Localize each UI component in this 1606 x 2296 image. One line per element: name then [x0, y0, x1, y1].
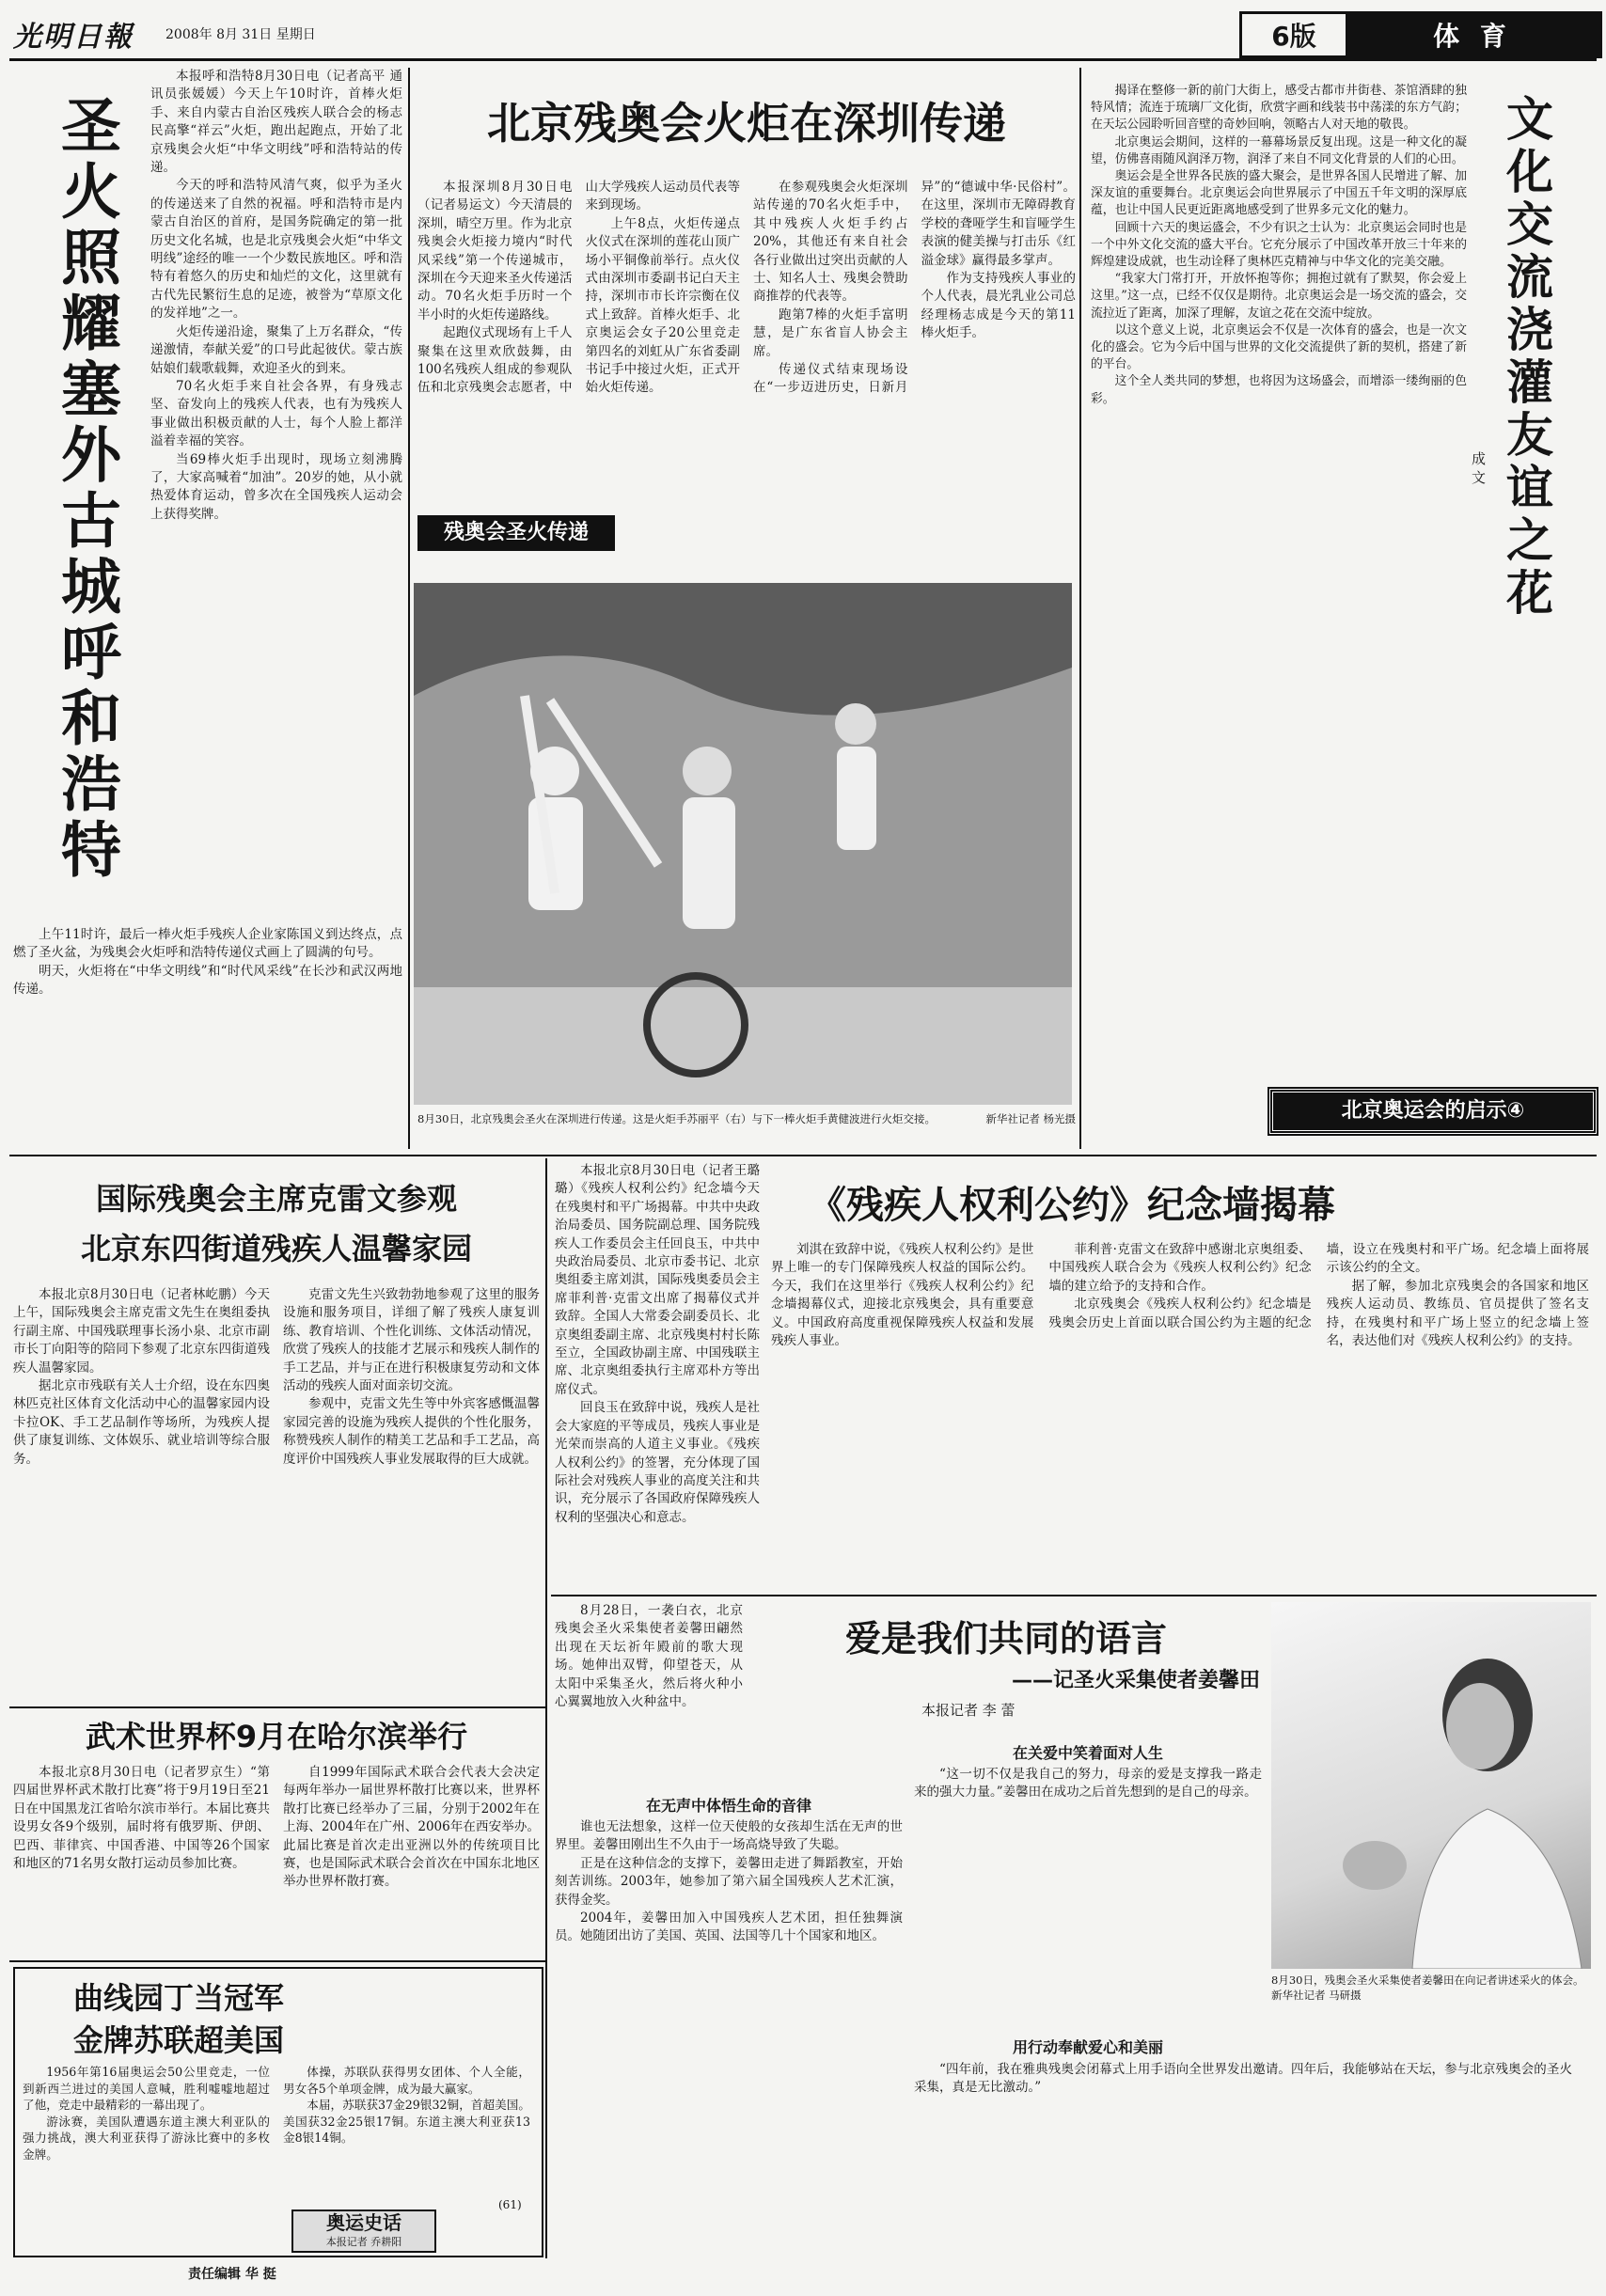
article8-body	[23, 2064, 530, 2195]
article1-body	[150, 68, 402, 914]
article1-body-wide	[13, 926, 402, 1114]
article7-para: 谁也无法想象，这样一位天使般的女孩却生活在无声的世界里。姜馨田刚出生不久由于一场高烧导致了失聪。	[555, 1819, 903, 1853]
article3-para: 北京奥运会期间，这样的一幕幕场景反复出现。这是一种文化的凝望，仿佛喜雨随风润泽万物，润泽了来自不同文化背景的人们的心田。	[1091, 134, 1467, 166]
photo1-caption	[417, 1111, 1076, 1126]
footer-editor: 责任编辑 华 挺	[188, 2267, 276, 2282]
article7-subhead-1: 在无声中体悟生命的音律	[645, 1797, 811, 1815]
article5-para: 本报北京8月30日电（记者罗京生）“第四届世界杯武术散打比赛”将于9月19日至21日在中国黑龙江省哈尔滨市举行。本届比赛共设男女各9个级别，届时将有俄罗斯、伊朗、巴西、菲律宾、中国香港、中国等26个国家和地区的71名男女散打运动员参加比赛。	[13, 1765, 270, 1872]
article3-para: 以这个意义上说，北京奥运会不仅是一次体育的盛会，也是一次文化的盛会。它为今后中国与世界的文化交流提供了新的契机，搭建了新的平台。	[1091, 322, 1467, 372]
article7-para: “这一切不仅是我自己的努力，母亲的爱是支撑我一路走来的强大力量。”姜馨田在成功之后首先想到的是自己的母亲。	[914, 1767, 1262, 1801]
article2-para: 本报深圳8月30日电（记者易运文）今天清晨的深圳，晴空万里。作为北京残奥会火炬接力境内“时代风采线”第一个传递城市，深圳在今天迎来圣火传递活动。70名火炬手历时一个半小时的火炬传递路线。	[417, 180, 573, 322]
article1-para: 今天的呼和浩特风清气爽，似乎为圣火的传递送来了自然的祝福。呼和浩特市是内蒙古自治区的首府，是国务院确定的第一批历史文化名城，也是北京残奥会火炬“中华文明线”途经的唯一一个少数民族地区。呼和浩特有着悠久的历史和灿烂的文化，这里就有古代先民繁衍生息的足迹，被誉为“草原文化的发祥地”之一。	[150, 178, 402, 322]
article1-para: 本报呼和浩特8月30日电（记者高平 通讯员张媛媛）今天上午10时许，首棒火炬手、来自内蒙古自治区残疾人联合会的杨志民高擎“祥云”火炬，跑出起跑点，开始了北京残奥会火炬“中华文明线”呼和浩特站的传递。	[150, 69, 402, 176]
article6-para: 北京残奥会《残疾人权利公约》纪念墙是残奥会历史上首面以联合国公约为主题的纪念墙，设立在残奥村和平广场。纪念墙上面将展示该公约的全文。	[1048, 1242, 1589, 1330]
article4-para: 参观中，克雷文先生等中外宾客感慨温馨家园完善的设施为残疾人提供的个性化服务，称赞残疾人制作的精美工艺品和手工艺品，高度评价中国残疾人事业发展取得的巨大成就。	[283, 1396, 540, 1467]
section-rule	[9, 1155, 1597, 1156]
article1-para: 上午11时许，最后一棒火炬手残疾人企业家陈国义到达终点，点燃了圣火盆，为残奥会火炬呼和浩特传递仪式画上了圆满的句号。	[13, 927, 402, 961]
history-column-byline: 本报记者 乔耕阳	[325, 2236, 402, 2248]
article4-para: 本报北京8月30日电（记者林屹鹏）今天上午，国际残奥会主席克雷文先生在奥组委执行副主席、中国残联理事长汤小泉、北京市副市长丁向阳等的陪同下参观了北京东四街道残疾人温馨家园。	[13, 1287, 270, 1376]
article7-para: 8月28日，一袭白衣，北京残奥会圣火采集使者姜馨田翩然出现在天坛祈年殿前的歌大现场。她伸出双臂，仰望苍天，从太阳中采集圣火，然后将火种小心翼翼地放入火种盆中。	[555, 1603, 743, 1710]
article5-para: 自1999年国际武术联合会代表大会决定每两年举办一届世界杯散打比赛以来，世界杯散打比赛已经举办了三届，分别于2002年在上海、2004年在广州、2006年在西安举办。此届比赛是首次走出亚洲以外的传统项目比赛，也是国际武术联合会首次在中国东北地区举办世界杯散打赛。	[283, 1765, 540, 1890]
article7-intro	[555, 1602, 743, 1776]
article7-body-a	[555, 1818, 903, 2260]
article4-para: 据北京市残联有关人士介绍，设在东四奥林匹克社区体育文化活动中心的温馨家园内设卡拉OK、手工艺品制作等场所，为残疾人提供了康复训练、文体娱乐、就业培训等综合服务。	[13, 1378, 270, 1467]
article8-title-line2: 金牌苏联超美国	[72, 2022, 284, 2058]
section-rule	[9, 1706, 545, 1708]
article8-para: 游泳赛，美国队遭遇东道主澳大利亚队的强力挑战，澳大利亚获得了游泳比赛中的多枚金牌。	[23, 2114, 270, 2162]
article7-subhead-2: 在关爱中笑着面对人生	[1012, 1744, 1163, 1762]
article6-title: 《残疾人权利公约》纪念墙揭幕	[809, 1184, 1335, 1227]
torch-envoy-illustration	[1271, 1602, 1591, 1969]
article2-para: 作为支持残疾人事业的个人代表，晨光乳业公司总经理杨志成是今天的第11棒火炬手。	[921, 271, 1076, 341]
torch-relay-illustration	[414, 583, 1072, 1105]
article6-para: 本报北京8月30日电（记者王璐璐）《残疾人权利公约》纪念墙今天在残奥村和平广场揭幕。中共中央政治局委员、国务院副总理、国务院残疾人工作委员会主任回良玉，中共中央政治局委员、北京市委书记、北京奥组委主席刘淇，国际残奥委员会主席菲利普·克雷文出席了揭幕仪式并致辞。全国人大常委会副委员长、北京奥组委副主席、北京残奥村村长陈至立，全国政协副主席、中国残联主席、北京奥组委执行主席邓朴方等出席仪式。	[555, 1163, 760, 1397]
article6-para: 据了解，参加北京残奥会的各国家和地区残疾人运动员、教练员、官员提供了签名支持，在残奥村和平广场上竖立的纪念墙上签名，表达他们对《残疾人权利公约》的支持。	[1326, 1278, 1589, 1349]
article3-para: 奥运会是全世界各民族的盛大聚会，是世界各国人民增进了解、加深友谊的重要舞台。北京奥运会向世界展示了中国五千年文明的深厚底蕴，也让中国人民更近距离地感受到了世界多元文化的魅力。	[1091, 169, 1467, 218]
article6-body-left	[555, 1162, 760, 1576]
photo1-caption-text: 8月30日，北京残奥会圣火在深圳进行传递。这是火炬手苏丽平（右）与下一棒火炬手黄健波进行火炬交接。	[417, 1112, 936, 1125]
article8-title-line1: 曲线园丁当冠军	[72, 1980, 284, 2016]
series-badge: 北京奥运会的启示④	[1269, 1089, 1597, 1134]
column-divider	[408, 68, 410, 1149]
article3-para: 揭译在整修一新的前门大街上，感受古都市井街巷、茶馆酒肆的独特风情；流连于琉璃厂文化街，欣赏字画和线装书中荡漾的东方气韵；在天坛公园聆听回音壁的奇妙回响，领略古人对天地的敬畏。	[1091, 84, 1467, 133]
column-divider	[545, 1158, 547, 2258]
article2-para: 起跑仪式现场有上千人聚集在这里欢欣鼓舞，由100名残疾人组成的参观队伍和北京残奥会志愿者，中山大学残疾人运动员代表等来到现场。	[417, 180, 740, 396]
article2-para: 在参观残奥会火炬深圳站传递的70名火炬手中，其中残疾人火炬手约占20%，其他还有来自社会各行业做出过突出贡献的人士、知名人士、残奥会赞助商推荐的代表等。	[753, 180, 908, 305]
article3-para: “我家大门常打开，开放怀抱等你；拥抱过就有了默契，你会爱上这里。”这一点，已经不仅仅是期待。北京奥运会是一场交流的盛会，交流拉近了距离，加深了理解，友谊之花在交流中绽放。	[1091, 272, 1467, 321]
history-column-title: 奥运史话	[326, 2211, 402, 2234]
photo2-caption-text: 8月30日，残奥会圣火采集使者姜馨田在向记者讲述采火的体会。	[1271, 1974, 1584, 1987]
column-divider	[1079, 68, 1081, 1149]
article8-para: 体操，苏联队获得男女团体、个人全能，男女各5个单项金牌，成为最大赢家。	[283, 2065, 530, 2096]
article8-footnote: (61)	[498, 2198, 522, 2211]
article6-para: 回良玉在致辞中说，残疾人是社会大家庭的平等成员，残疾人事业是光荣而崇高的人道主义事业。《残疾人权利公约》的签署，充分体现了国际社会对残疾人事业的高度关注和共识，充分展示了各国政府保障残疾人权利的坚强决心和意志。	[555, 1400, 760, 1525]
article3-title: 文化交流浇灌友谊之花	[1499, 94, 1553, 621]
article7-byline: 本报记者 李 蕾	[921, 1702, 1016, 1719]
article1-para: 70名火炬手来自社会各界，有身残志坚、奋发向上的残疾人代表，也有为残疾人事业做出积极贡献的人士，每个人脸上都洋溢着幸福的笑容。	[150, 378, 402, 449]
article1-para: 明天，火炬将在“中华文明线”和“时代风采线”在长沙和武汉两地传递。	[13, 963, 402, 998]
article2-para: 跑第7棒的火炬手富明慧，是广东省盲人协会主席。	[753, 307, 908, 359]
article7-body-c	[914, 2061, 1572, 2258]
section-rule	[9, 1960, 545, 1962]
article1-para: 当69棒火炬手出现时，现场立刻沸腾了，大家高喊着“加油”。20岁的她，从小就热爱体育运动，曾多次在全国残疾人运动会上获得奖牌。	[150, 451, 402, 522]
article7-title: 爱是我们共同的语言	[844, 1618, 1167, 1659]
photo2-credit: 新华社记者 马研摄	[1271, 1989, 1362, 2002]
article4-para: 克雷文先生兴致勃勃地参观了这里的服务设施和服务项目，详细了解了残疾人康复训练、教育培训、个性化训练、文体活动情况，欣赏了残疾人的技能才艺展示和残疾人制作的手工艺品，并与正在进行积极康复劳动和文体活动的残疾人面对面亲切交流。	[283, 1287, 540, 1394]
article2-kicker: 残奥会圣火传递	[417, 515, 615, 551]
article3-para: 回顾十六天的奥运盛会，不少有识之士认为：北京奥运会同时也是一个中外文化交流的盛大平台。它充分展示了中国改革开放三十年来的辉煌建设成就，也生动诠释了奥林匹克精神与中华文化的完美交融。	[1091, 220, 1467, 270]
torch-envoy-photo	[1271, 1602, 1591, 1969]
article2-para: 上午8点，火炬传递点火仪式在深圳的莲花山顶广场小平铜像前举行。点火仪式由深圳市委副书记白天主持，深圳市市长许宗衡在仪式上致辞。首棒火炬手、北京奥运会女子20公里竞走第四名的刘虹从广东省委副书记手中接过火炬，正式开始火炬传递。	[585, 215, 740, 396]
issue-date: 2008年 8月 31日 星期日	[165, 27, 316, 42]
article5-title: 武术世界杯9月在哈尔滨举行	[85, 1719, 468, 1754]
article7-body-b	[914, 1766, 1262, 2029]
article3-para: 这个全人类共同的梦想，也将因为这场盛会，而增添一缕绚丽的色彩。	[1091, 374, 1467, 406]
section-name: 体 育	[1346, 14, 1599, 55]
article8-para: 1956年第16届奥运会50公里竞走，一位到新西兰进过的美国人意喊，胜利嘘嘘地超过了他，竞走中最精彩的一幕出现了。	[23, 2065, 270, 2112]
article7-para: “四年前，我在雅典残奥会闭幕式上用手语向全世界发出邀请。四年后，我能够站在天坛，参与北京残奥会的圣火采集，真是无比激动。”	[914, 2062, 1572, 2096]
article2-title: 北京残奥会火炬在深圳传递	[487, 98, 1006, 149]
article7-subtitle: ——记圣火采集使者姜馨田	[1011, 1669, 1260, 1692]
article5-body	[13, 1764, 540, 1957]
article7-subhead-3: 用行动奉献爱心和美丽	[1012, 2038, 1163, 2056]
article2-para: 传递仪式结束现场设在“一步迈进历史，日新月异”的“德诚中华·民俗村”。在这里，深圳市无障碍教育学校的聋哑学生和盲哑学生表演的健美操与打击乐《红溢金球》赢得最多掌声。	[753, 180, 1076, 396]
torch-relay-photo	[414, 583, 1072, 1105]
photo1-credit: 新华社记者 杨光摄	[985, 1112, 1076, 1125]
article1-para: 火炬传递沿途，聚集了上万名群众，“传递激情，奉献关爱”的口号此起彼伏。蒙古族姑娘们载歌载舞，欢迎圣火的到来。	[150, 323, 402, 376]
history-column-logo	[291, 2210, 436, 2253]
masthead-rule	[9, 58, 1597, 61]
article6-para: 刘淇在致辞中说，《残疾人权利公约》是世界上唯一的专门保障残疾人权益的国际公约。今天，我们在这里举行《残疾人权利公约》纪念墙揭幕仪式，迎接北京残奥会，具有重要意义。中国政府高度重视保障残疾人权益和发展残疾人事业。	[771, 1242, 1034, 1349]
page-badge	[1239, 11, 1602, 58]
article1-title: 圣火照耀塞外古城呼和浩特	[51, 94, 120, 884]
article7-para: 2004年，姜馨田加入中国残疾人艺术团，担任独舞演员。她随团出访了美国、英国、法国等几十个国家和地区。	[555, 1911, 903, 1944]
article8-para: 本届，苏联获37金29银32铜，首超美国。美国获32金25银17铜。东道主澳大利亚获13金8银14铜。	[283, 2098, 530, 2145]
article4-title-line2: 北京东四街道残疾人温馨家园	[80, 1231, 472, 1266]
article6-para: 菲利普·克雷文在致辞中感谢北京奥组委、中国残疾人联合会为《残疾人权利公约》纪念墙的建立给予的支持和合作。	[1048, 1242, 1312, 1294]
article4-body	[13, 1286, 540, 1700]
photo2-caption	[1271, 1973, 1591, 2003]
article3-body	[1091, 83, 1467, 1070]
newspaper-logo: 光明日報	[13, 21, 134, 54]
article4-title-line1: 国际残奥会主席克雷文参观	[95, 1181, 457, 1217]
page-number: 6版	[1271, 21, 1316, 52]
section-rule	[551, 1595, 1597, 1596]
article6-body	[771, 1241, 1589, 1580]
article3-author: 成 文	[1470, 451, 1487, 484]
article7-para: 正是在这种信念的支撑下，姜馨田走进了舞蹈教室，开始刻苦训练。2003年，她参加了第六届全国残疾人艺术汇演，获得金奖。	[555, 1855, 903, 1908]
